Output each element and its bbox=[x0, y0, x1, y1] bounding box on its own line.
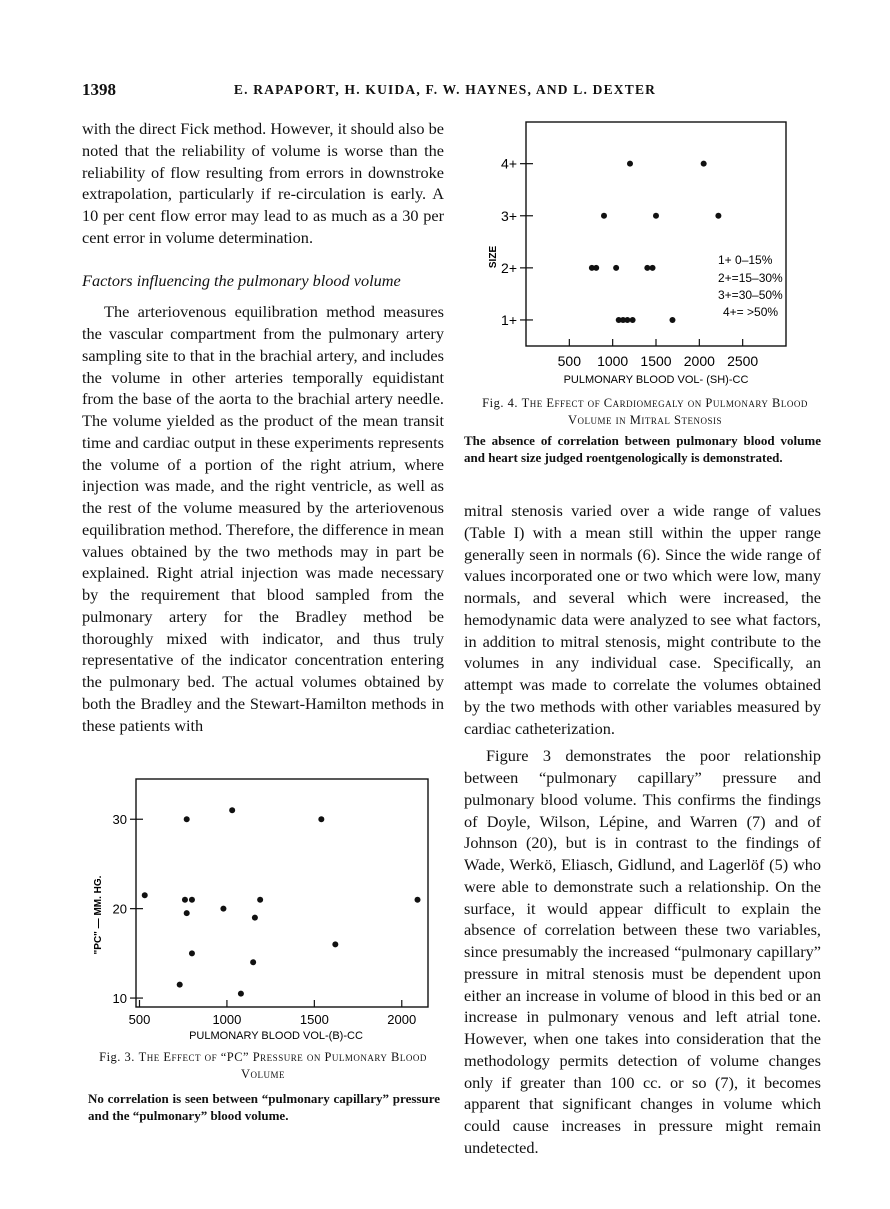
figure-3-chart bbox=[86, 775, 442, 1045]
x-tick-label: 1000 bbox=[212, 1012, 242, 1027]
data-point bbox=[601, 213, 607, 219]
data-point bbox=[650, 265, 656, 271]
x-tick-label: 2500 bbox=[727, 353, 759, 369]
x-tick-label: 1000 bbox=[597, 353, 629, 369]
data-point bbox=[669, 317, 675, 323]
section-heading: Factors influencing the pulmonary blood volume bbox=[82, 270, 401, 290]
y-axis-label: SIZE bbox=[488, 245, 499, 269]
y-axis-label: "PC" — MM. HG. bbox=[93, 875, 104, 955]
data-point bbox=[220, 906, 226, 912]
paragraph: The arteriovenous equilibration method measures the vascular compartment from the pulmonary artery sampling site to that in the brachial artery, and includes the volume in other arteries temporally equidistant from the base of the aorta to the brachial artery needle. The volume yielded as the product of the mean transit time and cardiac output in these experiments represents the volume of a portion of the right atrium, where injection was made, and the right ventricle, as well as the rest of the volume measured by the arteriovenous equilibration method. Therefore, the difference in mean values obtained by the two methods may in part be explained. Right atrial injection was made necessary by the requirement that blood sampled from the pulmonary artery for the Bradley method be thoroughly mixed with indicator, and thus truly representative of the indicator concentration entering the pulmonary bed. The actual volumes obtained by both the Bradley and the Stewart-Hamilton methods in these patients with bbox=[82, 302, 444, 735]
legend-entry: 1+ 0–15% bbox=[718, 253, 773, 267]
data-point bbox=[593, 265, 599, 271]
data-point bbox=[715, 213, 721, 219]
data-point bbox=[252, 915, 258, 921]
data-point bbox=[415, 897, 421, 903]
x-tick-label: 1500 bbox=[640, 353, 672, 369]
y-tick-label: 1+ bbox=[501, 311, 517, 328]
figure-4-caption bbox=[464, 395, 826, 429]
data-point bbox=[189, 897, 195, 903]
plot-frame bbox=[136, 779, 428, 1007]
paragraph: with the direct Fick method. However, it should also be noted that the reliability of volume is worse than the reliability of flow resulting from errors in downstroke extrapolation, particularly if re-circulation is early. A 10 per cent flow error may lead to as much as a 30 per cent error in volume determination. bbox=[82, 119, 444, 247]
y-tick-label: 20 bbox=[112, 901, 127, 917]
x-tick-label: 500 bbox=[557, 353, 582, 369]
figure-4-note: The absence of correlation between pulmonary blood volume and heart size judged roentgenologically is demonstrated. bbox=[464, 433, 821, 465]
data-point bbox=[182, 897, 188, 903]
figure-3-title: The Effect of “PC” Pressure on Pulmonary Blood Volume bbox=[138, 1050, 427, 1081]
figure-4-label: Fig. 4. bbox=[482, 396, 518, 410]
legend bbox=[718, 253, 783, 319]
figure-3-caption bbox=[82, 1049, 444, 1083]
running-header bbox=[82, 80, 808, 104]
data-point bbox=[332, 941, 338, 947]
x-tick-label: 2000 bbox=[683, 353, 715, 369]
data-point bbox=[250, 959, 256, 965]
x-axis-label: PULMONARY BLOOD VOL-(B)-CC bbox=[189, 1030, 363, 1042]
data-point bbox=[184, 910, 190, 916]
data-point bbox=[653, 213, 659, 219]
data-point bbox=[177, 982, 183, 988]
data-point bbox=[318, 816, 324, 822]
data-point bbox=[613, 265, 619, 271]
data-point bbox=[644, 265, 650, 271]
data-point bbox=[624, 317, 630, 323]
data-point bbox=[142, 892, 148, 898]
x-tick-label: 1500 bbox=[299, 1012, 329, 1027]
legend-entry: 3+=30–50% bbox=[718, 288, 783, 302]
data-point bbox=[257, 897, 263, 903]
figure-3-label: Fig. 3. bbox=[99, 1050, 135, 1064]
x-axis-label: PULMONARY BLOOD VOL- (SH)-CC bbox=[563, 374, 749, 386]
right-column bbox=[464, 500, 821, 1159]
y-tick-label: 30 bbox=[112, 812, 127, 828]
y-tick-label: 3+ bbox=[501, 207, 517, 224]
paragraph: Figure 3 demonstrates the poor relationship between “pulmonary capillary” pressure and pulmonary blood volume. This confirms the findings of Doyle, Wilson, Lépine, and Warren (7) and of Johnson (20), but is in contrast to the findings of Wade, Werkö, Eliasch, Gidlund, and Lagerlöf (5) who were able to demonstrate such a relationship. On the surface, it would appear difficult to explain the absence of correlation between these two variables, since presumably the increased “pulmonary capillary” pressure in mitral stenosis must be dependent upon either an increase in volume of blood in this bed or an increase in pulmonary venous and left atrial tone. However, when one takes into consideration that the methodology permits detection of volume changes only if greater than 100 cc. or so (7), it becomes apparent that significant changes in volume which could cause increases in pressure might remain undetected. bbox=[464, 746, 821, 1157]
y-tick-label: 4+ bbox=[501, 155, 517, 172]
data-point bbox=[701, 161, 707, 167]
data-point bbox=[189, 950, 195, 956]
x-tick-label: 2000 bbox=[387, 1012, 417, 1027]
legend-entry: 2+=15–30% bbox=[718, 271, 783, 285]
left-column bbox=[82, 118, 444, 736]
page-number: 1398 bbox=[82, 80, 116, 99]
figure-3-note: No correlation is seen between “pulmonary capillary” pressure and the “pulmonary” blood volume. bbox=[88, 1091, 440, 1123]
legend-entry: 4+= >50% bbox=[723, 305, 779, 319]
figure-4-chart bbox=[470, 112, 800, 390]
y-tick-label: 2+ bbox=[501, 259, 517, 276]
paragraph: mitral stenosis varied over a wide range of values (Table I) with a mean still within the upper range generally seen in normals (6). Since the wide range of values incorporated one or two which were low, many normals, and several which were increased, the hemodynamic data were analyzed to see what factors, in addition to mitral stenosis, might contribute to the volumes in any individual case. Specifically, an attempt was made to correlate the volumes obtained by the two methods with other variables measured by cardiac catheterization. bbox=[464, 501, 821, 738]
data-point bbox=[229, 807, 235, 813]
data-point bbox=[627, 161, 633, 167]
figure-4-title: The Effect of Cardiomegaly on Pulmonary Blood Volume in Mitral Stenosis bbox=[521, 396, 808, 427]
running-authors: E. RAPAPORT, H. KUIDA, F. W. HAYNES, AND L. DEXTER bbox=[233, 82, 657, 97]
y-tick-label: 10 bbox=[112, 991, 127, 1007]
data-point bbox=[184, 816, 190, 822]
x-tick-label: 500 bbox=[128, 1012, 151, 1027]
data-point bbox=[238, 991, 244, 997]
data-point bbox=[630, 317, 636, 323]
